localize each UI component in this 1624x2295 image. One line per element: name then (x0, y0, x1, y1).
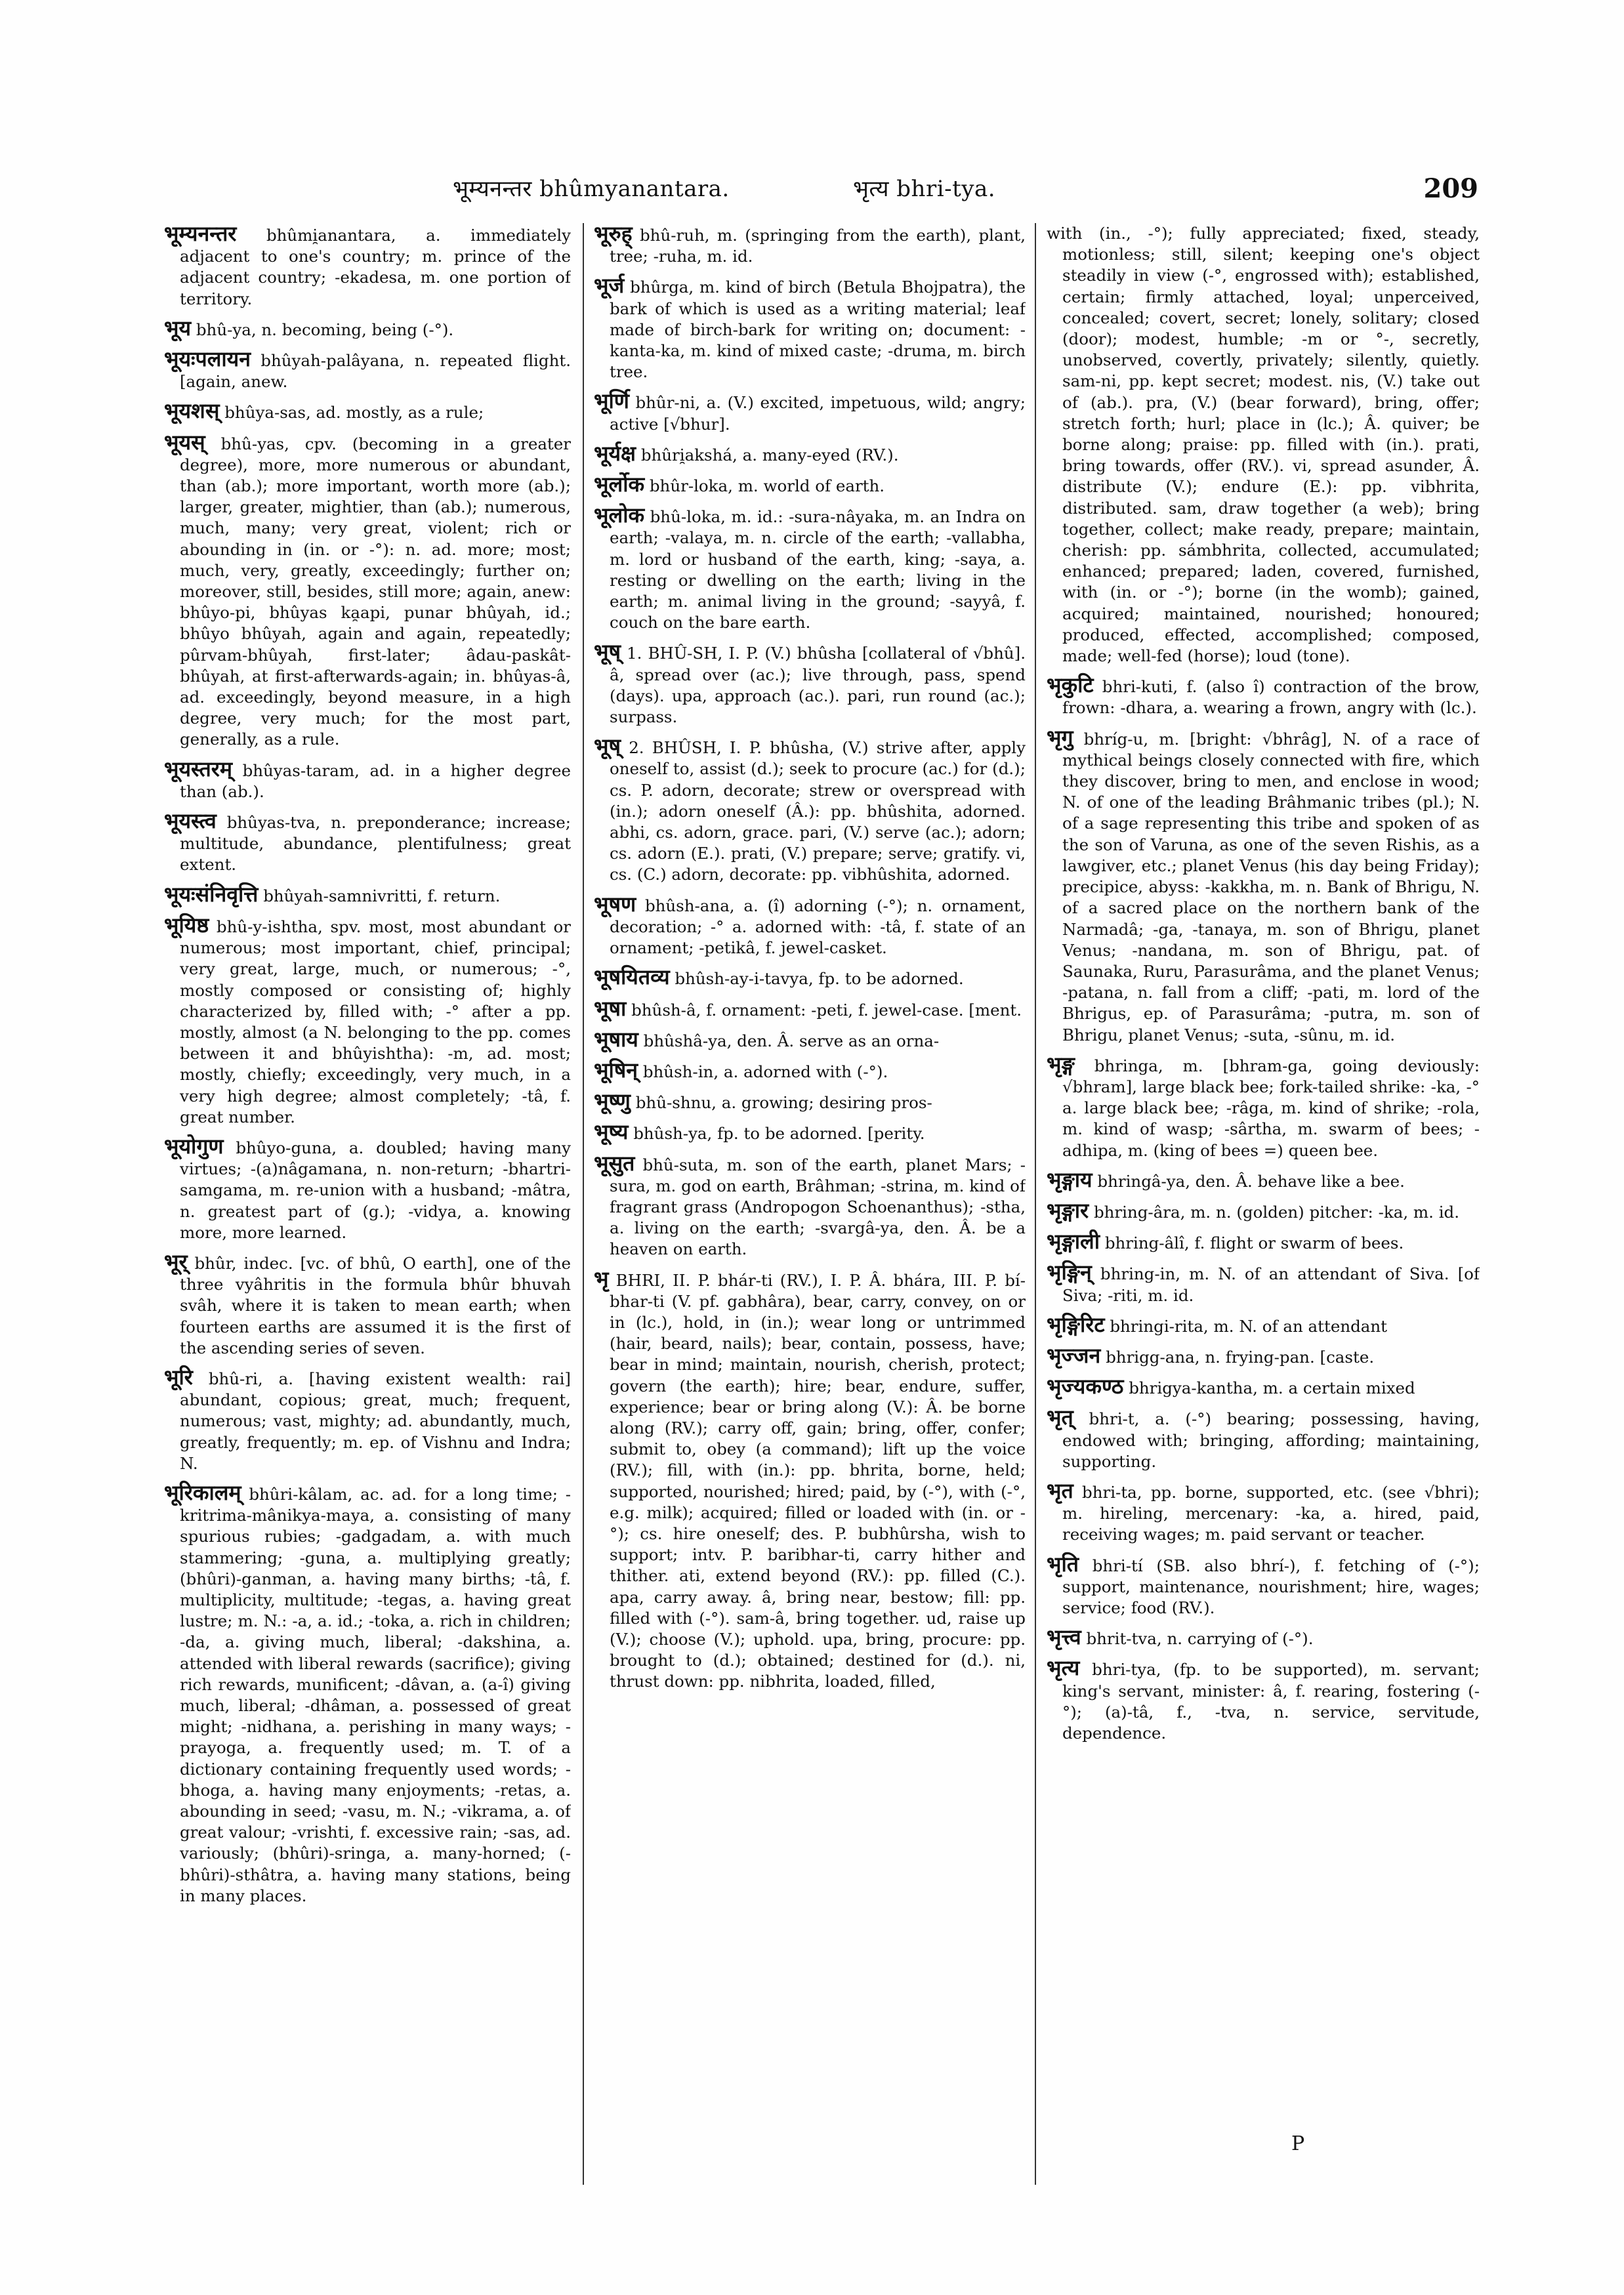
entry-definition: bhûyah-palâyana, n. repeated flight. [again, anew. (180, 351, 571, 392)
dictionary-entry (594, 641, 1026, 728)
dictionary-entry (164, 400, 571, 423)
entry-definition: 1. BHÛ-SH, I. P. (V.) bhûsha [collateral of √bhû]. â, spread over (ac.); live through, pass, spend (days). upa, approach (ac.). pari, run round (ac.); surpass. (610, 644, 1026, 727)
entry-definition: bhring-âra, m. n. (golden) pitcher: -ka, m. id. (1093, 1202, 1460, 1222)
dictionary-entry (594, 1057, 1026, 1083)
dictionary-entry (164, 1133, 571, 1243)
entry-headword: भूय (164, 315, 192, 341)
entry-definition: bhûsh-ana, a. (î) adorning (-°); n. ornament, decoration; -° a. adorned with: -tâ, f. state of an ornament; -petikâ, f. jewel-casket. (610, 896, 1026, 958)
entry-headword: भृङ्गिन् (1047, 1260, 1092, 1285)
dictionary-entry (594, 735, 1026, 885)
entry-headword: भूष्णु (594, 1088, 631, 1114)
entry-headword: भृकुटि (1047, 672, 1094, 698)
dictionary-entry (594, 1150, 1026, 1260)
dictionary-entry (594, 1026, 1026, 1052)
entry-definition: bhûsh-in, a. adorned with (-°). (642, 1062, 888, 1081)
column-1 (164, 223, 571, 2218)
dictionary-entry (164, 223, 571, 310)
dictionary-entry (164, 912, 571, 1128)
entry-definition: bhûsh-ay-i-tavya, fp. to be adorned. (675, 969, 964, 989)
entry-headword: भूष्य (594, 1119, 629, 1145)
entry-definition: bhri-tya, (fp. to be supported), m. servant; king's servant, minister: â, f. rearing, fostering (-°); (a)-tâ, f., -tva, n. service, servitude, dependence. (1062, 1660, 1480, 1743)
dictionary-entry (1047, 1197, 1480, 1223)
entry-definition: bhû-ri, a. [having existent wealth: rai] abundant, copious; great, much; frequent, numerous; vast, mighty; ad. abundantly, much, greatly, frequently; m. ep. of Vishnu and Indra; N. (180, 1369, 571, 1473)
entry-definition: bhûsh-â, f. ornament: -peti, f. jewel-case. [ment. (631, 1000, 1022, 1020)
dictionary-entry (594, 474, 1026, 497)
entry-headword: भूष् (594, 734, 621, 759)
entry-definition: bhrit-tva, n. carrying of (-°). (1086, 1629, 1314, 1649)
dictionary-entry (1047, 724, 1480, 1046)
entry-definition: bhûri̯akshá, a. many-eyed (RV.). (640, 445, 899, 465)
dictionary-entry (1047, 674, 1480, 718)
entry-headword: भूरिकालम् (164, 1479, 241, 1505)
entry-definition: with (in., -°); fully appreciated; fixed, steady, motionless; still, silent; keeping one's object steadily in view (-°, engrossed with); established, certain; firmly attached, loyal; unperceived, concealed; covert, secret; lonely, solitary; closed (door); modest, humble; -m or °-, secretly, unobserved, covertly, privately; silently, quietly. sam-ni, pp. kept secret; modest. nis, (V.) take out of (ab.). pra, (V.) (bear forward), bring, offer; stretch forth; hurl; place in (lc.); Â. quiver; be borne along; praise: pp. filled with (in.). prati, bring towards, offer (RV.). vi, spread asunder, Â. distribute (V.); endure (E.): pp. vibhrita, distributed. sam, draw together (a web); bring together, collect; make ready, prepare; maintain, cherish: pp. sámbhrita, collected, accumulated; enhanced; prepared; laden, covered, furnished, with (in. or -°); borne (in the womb); gained, acquired; maintained, nourished; honoured; produced, effected, accomplished; composed, made; well-fed (horse); loud (tone). (1047, 224, 1480, 666)
dictionary-entry (594, 995, 1026, 1021)
dictionary-entry (594, 1121, 1026, 1144)
signature-mark: P (1291, 2132, 1305, 2155)
dictionary-entry (164, 429, 571, 751)
entry-headword: भूर्लोक (594, 472, 645, 497)
dictionary-entry (594, 891, 1026, 959)
entry-definition: bhringa, m. [bhram-ga, going deviously: √bhram], large black bee; fork-tailed shrike: -ka, -° a. large black bee; -râga, m. kind of shrike; -rola, m. kind of wasp; -sârtha, m. swarm of bees; -adhipa, m. (king of bees =) queen bee. (1062, 1056, 1480, 1160)
entry-definition: bhring-in, m. N. of an attendant of Siva. [of Siva; -riti, m. id. (1062, 1264, 1480, 1305)
entry-headword: भृगु (1047, 724, 1073, 750)
running-head-left: भूम्यनन्तर bhûmyanantara. (453, 176, 730, 202)
entry-headword: भृ (594, 1266, 609, 1291)
entry-definition: bhringâ-ya, den. Â. behave like a bee. (1097, 1171, 1405, 1191)
column-3 (1047, 223, 1480, 2218)
entry-headword: भूयःसंनिवृत्ति (164, 881, 259, 907)
dictionary-entry (594, 505, 1026, 633)
entry-definition: bhûyas-tva, n. preponderance; increase; multitude, abundance, plentifulness; great extent. (180, 813, 571, 875)
entry-definition: bhûyo-guna, a. doubled; having many virtues; -(a)nâgamana, n. non-return; -bhartri-samgama, m. re-union with a husband; -mâtra, n. greatest part of (g.); -vidya, a. knowing more, more learned. (180, 1138, 571, 1242)
entry-headword: भूर्यक्ष (594, 440, 636, 466)
entry-definition: bhûr-loka, m. world of earth. (649, 476, 885, 496)
dictionary-entry (164, 1251, 571, 1359)
entry-definition: bhû-ruh, m. (springing from the earth), plant, tree; -ruha, m. id. (610, 226, 1026, 266)
entry-headword: भृङ्गार (1047, 1197, 1089, 1223)
dictionary-entry (594, 1268, 1026, 1693)
dictionary-entry (594, 275, 1026, 382)
entry-definition: bhûya-sas, ad. mostly, as a rule; (224, 403, 484, 423)
dictionary-entry (594, 223, 1026, 267)
dictionary-entry (1047, 223, 1480, 667)
dictionary-entry (164, 348, 571, 392)
entry-headword: भूरुह् (594, 223, 633, 246)
dictionary-entry (1047, 1480, 1480, 1546)
entry-definition: bhû-ya, n. becoming, being (-°). (196, 320, 454, 339)
entry-headword: भूर् (164, 1249, 188, 1274)
entry-definition: bhûr, indec. [vc. of bhû, O earth], one of the three vyâhritis in the formula bhûr bhuvah svâh, where it is taken to mean earth; when fourteen earths are assumed it is the first of the ascending series of seven. (180, 1253, 571, 1357)
entry-headword: भृङ्गाली (1047, 1229, 1100, 1254)
entry-definition: bhrigg-ana, n. frying-pan. [caste. (1106, 1347, 1375, 1367)
dictionary-entry (1047, 1551, 1480, 1619)
entry-definition: bhring-âlî, f. flight or swarm of bees. (1104, 1233, 1404, 1253)
entry-headword: भृङ्ग (1047, 1051, 1075, 1077)
entry-definition: bhûshâ-ya, den. Â. serve as an orna- (643, 1031, 940, 1050)
entry-definition: bhû-loka, m. id.: -sura-nâyaka, m. an Indra on earth; -valaya, m. n. circle of the earth; -vallabha, m. lord or husband of the earth, king; -saya, a. resting or dwelling on the earth; living in the earth; m. animal living in the ground; -sayyâ, f. couch on the bare earth. (610, 507, 1026, 632)
entry-definition: bhû-yas, cpv. (becoming in a greater degree), more, more numerous or abundant, than (ab.); more important, worth more (ab.); larger, greater, mightier, than (ab.); numerous, much, many; very great, violent; rich or abounding in (in. or -°): n. ad. more; most; much, very, greatly, exceedingly; further on; moreover, still, besides, still more; again, anew: bhûyo-pi, bhûyas ka̯api, punar bhûyah, id.; bhûyo bhûyah, again and again, repeatedly; pûrvam-bhûyah, first-later; âdau-paskât-bhûyah, at first-afterwards-again; in. bhûyas-â, ad. exceedingly, beyond measure, in a high degree, very much; for the most part, generally, as a rule. (180, 434, 571, 749)
entry-definition: bhû-shnu, a. growing; desiring pros- (635, 1093, 932, 1113)
entry-definition: bhringi-rita, m. N. of an attendant (1110, 1316, 1388, 1336)
entry-headword: भूलोक (594, 503, 645, 528)
entry-definition: bhûsh-ya, fp. to be adorned. [perity. (633, 1124, 925, 1144)
entry-headword: भृति (1047, 1551, 1079, 1577)
entry-headword: भृज्जन (1047, 1342, 1101, 1368)
entry-headword: भृत् (1047, 1405, 1073, 1430)
dictionary-entry (1047, 1262, 1480, 1306)
entry-headword: भूषाय (594, 1026, 638, 1052)
entry-definition: bhû-suta, m. son of the earth, planet Mars; -sura, m. god on earth, Brâhman; -strina, m. kind of fragrant grass (Andropogon Schoenanthus); -stha, a. living on the earth; -svargâ-ya, den. Â. be a heaven on earth. (610, 1155, 1026, 1259)
dictionary-entry (164, 1364, 571, 1474)
entry-definition: bhûrga, m. kind of birch (Betula Bhojpatra), the bark of which is used as a writing material; leaf made of birch-bark for writing on; document: -kanta-ka, m. kind of mixed caste; -druma, m. birch tree. (610, 278, 1026, 382)
dictionary-entry (164, 810, 571, 876)
column-rule (583, 223, 584, 2185)
entry-headword: भूषिन् (594, 1057, 638, 1083)
entry-headword: भूयःपलायन (164, 346, 251, 372)
entry-headword: भूष् (594, 639, 621, 665)
dictionary-entry (1047, 1231, 1480, 1254)
entry-headword: भूषयितव्य (594, 964, 670, 990)
dictionary-entry (1047, 1314, 1480, 1337)
entry-headword: भूषण (594, 891, 636, 917)
column-rule (1035, 223, 1036, 2185)
entry-headword: भूयोगुण (164, 1133, 224, 1159)
entry-headword: भूर्ज (594, 273, 625, 299)
entry-definition: bhri-ta, pp. borne, supported, etc. (see √bhri); m. hireling, mercenary: -ka, a. hired, paid, receiving wages; m. paid servant or teacher. (1062, 1482, 1480, 1544)
entry-headword: भृत्त्व (1047, 1624, 1081, 1650)
entry-definition: bhûyah-samnivritti, f. return. (263, 886, 501, 905)
dictionary-entry (164, 758, 571, 802)
entry-headword: भूयस्त्व (164, 808, 217, 834)
entry-definition: bhri-tí (SB. also bhrí-), f. fetching of (-°); support, maintenance, nourishment; hire, wages; service; food (RV.). (1062, 1556, 1480, 1617)
dictionary-entry (594, 440, 1026, 466)
dictionary-entry (1047, 1626, 1480, 1649)
entry-definition: 2. BHÛSH, I. P. bhûsha, (V.) strive after, apply oneself to, assist (d.); seek to procure (ac.) for (d.); cs. P. adorn, decorate; strew or overspread with (in.); adorn oneself (Â.): pp. bhûshita, adorned. abhi, cs. adorn, grace. pari, (V.) serve (ac.); adorn; cs. adorn (E.). prati, (V.) prepare; serve; gratify. vi, cs. (C.) adorn, decorate: pp. vibhûshita, adorned. (610, 738, 1026, 884)
entry-headword: भूयस्तरम् (164, 756, 232, 781)
dictionary-entry (164, 315, 571, 341)
entry-headword: भृत्य (1047, 1655, 1080, 1681)
dictionary-entry (1047, 1376, 1480, 1399)
dictionary-entry (594, 1090, 1026, 1113)
entry-definition: bhû-y-ishtha, spv. most, most abundant or numerous; most important, chief, principal; very great, large, much, or numerous; -°, mostly composed or consisting of; highly characterized by, filled with; -° after a pp. mostly, almost (a N. belonging to the pp. comes between it and bhûyishtha): -m, ad. most; mostly, chiefly; exceedingly, very much, in a very high degree; almost completely; -tâ, f. great number. (180, 917, 571, 1127)
dictionary-entry (164, 881, 571, 907)
entry-definition: bhri-t, a. (-°) bearing; possessing, having, endowed with; bringing, affording; maintaining, supporting. (1062, 1409, 1480, 1471)
entry-definition: bhríg-u, m. [bright: √bhrâg], N. of a race of mythical beings closely connected with fire, which they discover, bring to men, and enclose in wood; N. of one of the leading Brâhmanic tribes (pl.); N. of a sage representing this tribe and spoken of as the son of Varuna, as one of the seven Rishis, as a lawgiver, etc.; planet Venus (his day being Friday); precipice, abyss: -kakkha, m. n. Bank of Bhrigu, N. of a sacred place on the northern bank of the Narmadâ; -ga, -tanaya, m. son of Bhrigu, planet Venus; -nandana, m. son of Bhrigu, pat. of Saunaka, Ruru, Parasurâma, and the planet Venus; -patana, n. fall from a cliff; -pati, m. lord of the Bhrigus, ep. of Parasurâma; -putra, m. son of Bhrigu, planet Venus; -suta, -sûnu, m. id. (1062, 729, 1480, 1044)
entry-headword: भूयिष्ठ (164, 912, 209, 938)
entry-headword: भूषा (594, 995, 627, 1021)
dictionary-entry (594, 390, 1026, 434)
entry-headword: भूयस् (164, 429, 205, 455)
entry-headword: भूर्णि (594, 388, 629, 414)
entry-headword: भूरि (164, 1364, 193, 1390)
entry-definition: bhri-kuti, f. (also î) contraction of the brow, frown: -dhara, a. wearing a frown, angry with (lc.). (1062, 677, 1480, 718)
column-2 (594, 223, 1026, 2218)
dictionary-entry (1047, 1169, 1480, 1192)
entry-definition: bhûri-kâlam, ac. ad. for a long time; -kritrima-mânikya-maya, a. consisting of many spurious rubies; -gadgadam, a. with much stammering; -guna, a. multiplying greatly; (bhûri)-ganman, a. having many births; -tâ, f. multiplicity, multitude; -tegas, a. having great lustre; m. N.: -a, a. id.; -toka, a. rich in children; -da, a. giving much, liberal; -dakshina, a. attended with liberal rewards (sacrifice); giving rich rewards, munificent; -dâvan, a. (a-î) giving much, liberal; -dhâman, a. possessed of great might; -nidhana, a. perishing in many ways; -prayoga, a. frequently used; m. T. of a dictionary containing frequently used words; -bhoga, a. having many enjoyments; -retas, a. abounding in seed; -vasu, m. N.; -vikrama, a. of great valour; -vrishti, f. excessive rain; -sas, ad. variously; (bhûri)-sringa, a. many-horned; (-bhûri)-sthâtra, a. having many stations, being in many places. (180, 1484, 571, 1905)
entry-headword: भूम्यनन्तर (164, 223, 237, 246)
entry-headword: भूसुत (594, 1150, 635, 1176)
dictionary-entry (1047, 1051, 1480, 1161)
entry-headword: भृङ्गिरिट (1047, 1312, 1105, 1337)
entry-definition: bhûr-ni, a. (V.) excited, impetuous, wild; angry; active [√bhur]. (610, 393, 1026, 434)
entry-definition: BHRI, II. P. bhár-ti (RV.), I. P. Â. bhára, III. P. bí-bhar-ti (V. pf. gabhâra), bear, carry, convey, on or in (lc.), hold, in (in.); wear long or untrimmed (hair, beard, nails); bear, contain, possess, have; bear in mind; maintain, nourish, cherish, protect; govern (the earth); hire; bear, endure, suffer, experience; bear or bring along (V.): Â. be borne along (RV.); carry off, gain; bring, offer, confer; submit to, obey (a command); lift up the voice (RV.); fill, with (in.): pp. bhrita, borne, held; supported, nourished; hired; paid, by (-°), with (-°, e.g. milk); acquired; filled or loaded with (in. or -°); cs. hire oneself; des. P. bubhûrsha, wish to support; intv. P. baribhar-ti, carry hither and thither. ati, extend beyond (RV.): pp. filled (C.). apa, carry away. â, bring near, bestow; fill: pp. filled with (-°). sam-â, bring together. ud, raise up (V.); choose (V.); uphold. upa, bring, procure: pp. brought to (d.); obtained; destined for (d.). ni, thrust down: pp. nibhrita, loaded, filled, (610, 1270, 1026, 1691)
dictionary-entry (594, 966, 1026, 989)
entry-definition: bhrigya-kantha, m. a certain mixed (1129, 1378, 1415, 1398)
dictionary-entry (1047, 1342, 1480, 1368)
entry-headword: भृङ्गाय (1047, 1167, 1093, 1192)
entry-definition: bhûyas-taram, ad. in a higher degree than (ab.). (180, 760, 571, 801)
entry-definition: bhûmi̯anantara, a. immediately adjacent to one's country; m. prince of the adjacent country; -ekadesa, m. one portion of territory. (180, 226, 571, 308)
dictionary-entry (1047, 1657, 1480, 1744)
dictionary-entry (164, 1479, 571, 1907)
entry-headword: भृज्यकण्ठ (1047, 1374, 1124, 1399)
entry-headword: भूयशस् (164, 398, 220, 424)
entry-headword: भृत (1047, 1478, 1073, 1503)
page-number: 209 (1423, 173, 1478, 204)
running-head-middle: भृत्य bhri-tya. (853, 176, 996, 202)
dictionary-entry (1047, 1407, 1480, 1472)
